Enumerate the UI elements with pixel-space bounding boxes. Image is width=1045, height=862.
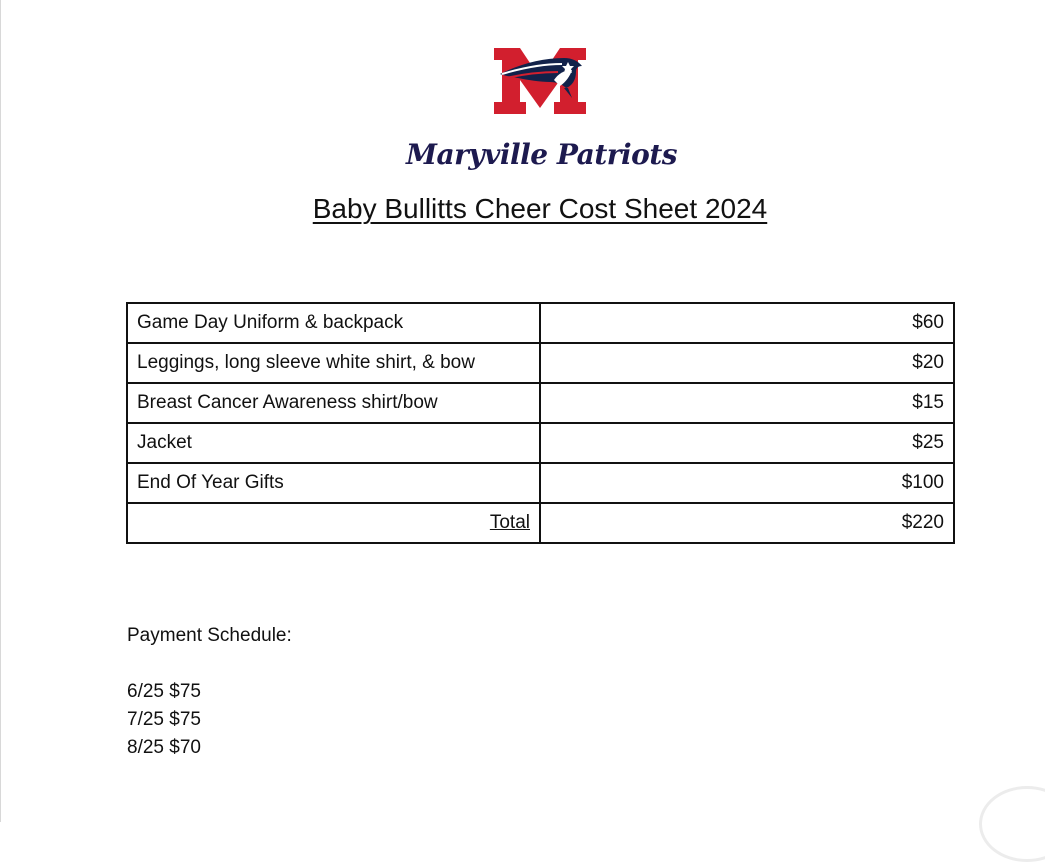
total-label: Total [489,512,530,533]
item-name: Breast Cancer Awareness shirt/bow [127,383,540,423]
item-name: End Of Year Gifts [127,463,540,503]
table-row [127,463,954,503]
payment-schedule [127,622,292,762]
page-edge [0,0,1,822]
school-name: Maryville Patriots [405,138,678,171]
total-label-cell [127,503,540,543]
item-price: $100 [540,463,954,503]
payment-entry: 8/25 $70 [127,737,201,758]
payment-entry: 6/25 $75 [127,681,201,702]
corner-mark [979,786,1045,862]
table-row [127,343,954,383]
item-name: Leggings, long sleeve white shirt, & bow [127,343,540,383]
payment-heading: Payment Schedule: [127,625,292,646]
table-row [127,423,954,463]
item-price: $60 [540,303,954,343]
item-name: Game Day Uniform & backpack [127,303,540,343]
maryville-m-patriot-logo-icon [492,44,588,116]
total-row [127,503,954,543]
cost-table [126,302,955,544]
total-value: $220 [540,503,954,543]
payment-entry: 7/25 $75 [127,709,201,730]
item-price: $20 [540,343,954,383]
table-row [127,383,954,423]
item-name: Jacket [127,423,540,463]
item-price: $15 [540,383,954,423]
table-row [127,303,954,343]
sheet-title: Baby Bullitts Cheer Cost Sheet 2024 [312,193,768,224]
item-price: $25 [540,423,954,463]
